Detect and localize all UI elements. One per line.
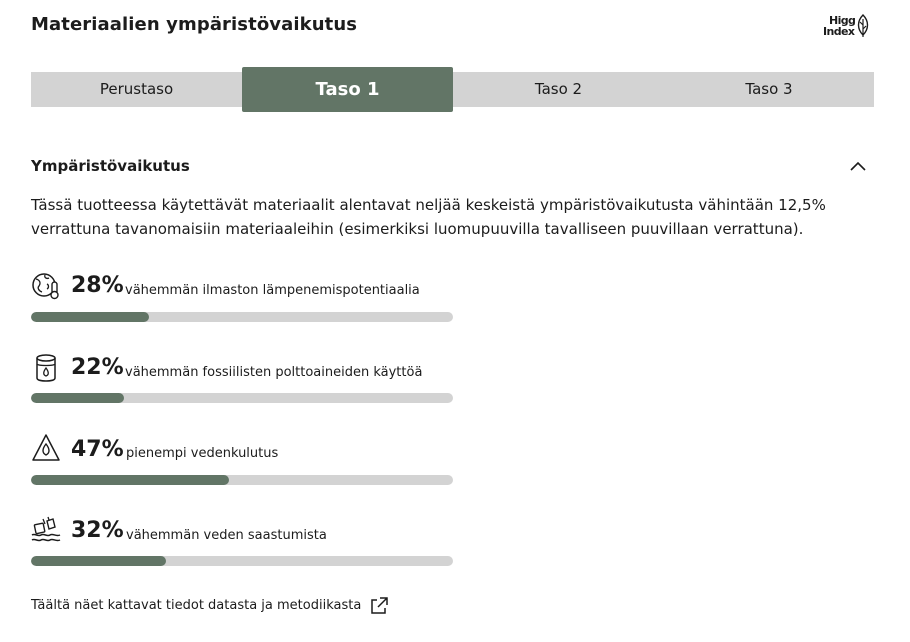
metric-label: vähemmän fossiilisten polttoaineiden käyttöä [125,365,423,380]
progress-fill [31,556,166,566]
tab-perustaso[interactable]: Perustaso [99,80,174,98]
tab-taso-2[interactable]: Taso 2 [534,80,583,98]
chevron-up-icon[interactable] [846,156,870,176]
methodology-link[interactable]: Täältä näet kattavat tiedot datasta ja metodiikasta [31,598,362,613]
tab-taso-3[interactable]: Taso 3 [745,80,793,98]
progress-fill [31,312,149,322]
leaf-icon [855,14,871,38]
higg-index-logo [820,13,872,41]
metric-percent: 28% [71,273,124,298]
progress-bar [31,393,453,403]
water-drop-icon [31,433,61,463]
metric-label: pienempi vedenkulutus [126,446,279,461]
metric-label: vähemmän ilmaston lämpenemispotentiaalia [125,283,420,298]
metric-percent: 47% [71,437,124,462]
tab-taso-1[interactable]: Taso 1 [242,67,453,112]
metric-percent: 22% [71,355,124,380]
external-link-icon[interactable] [369,596,389,616]
section-description: Tässä tuotteessa käytettävät materiaalit alentavat neljää keskeistä ympäristövaikutusta vähintään 12,5% verrattuna tavanomaisiin materiaaleihin (esimerkiksi luomupuuvilla tavalliseen puuvillaan verrattuna). [31,196,826,238]
section-title: Ympäristövaikutus [31,157,190,175]
progress-fill [31,475,229,485]
water-pollution-icon [31,515,61,545]
progress-bar [31,475,453,485]
metric-label: vähemmän veden saastumista [126,528,327,543]
progress-bar [31,556,453,566]
logo-text-line1: Higg [829,14,856,27]
level-tabs [31,72,874,107]
globe-thermometer-icon [31,270,61,300]
page-title: Materiaalien ympäristövaikutus [31,14,358,35]
progress-bar [31,312,453,322]
metric-percent: 32% [71,518,124,543]
fuel-barrel-icon [31,353,61,383]
progress-fill [31,393,124,403]
logo-text-line2: Index [823,25,855,38]
